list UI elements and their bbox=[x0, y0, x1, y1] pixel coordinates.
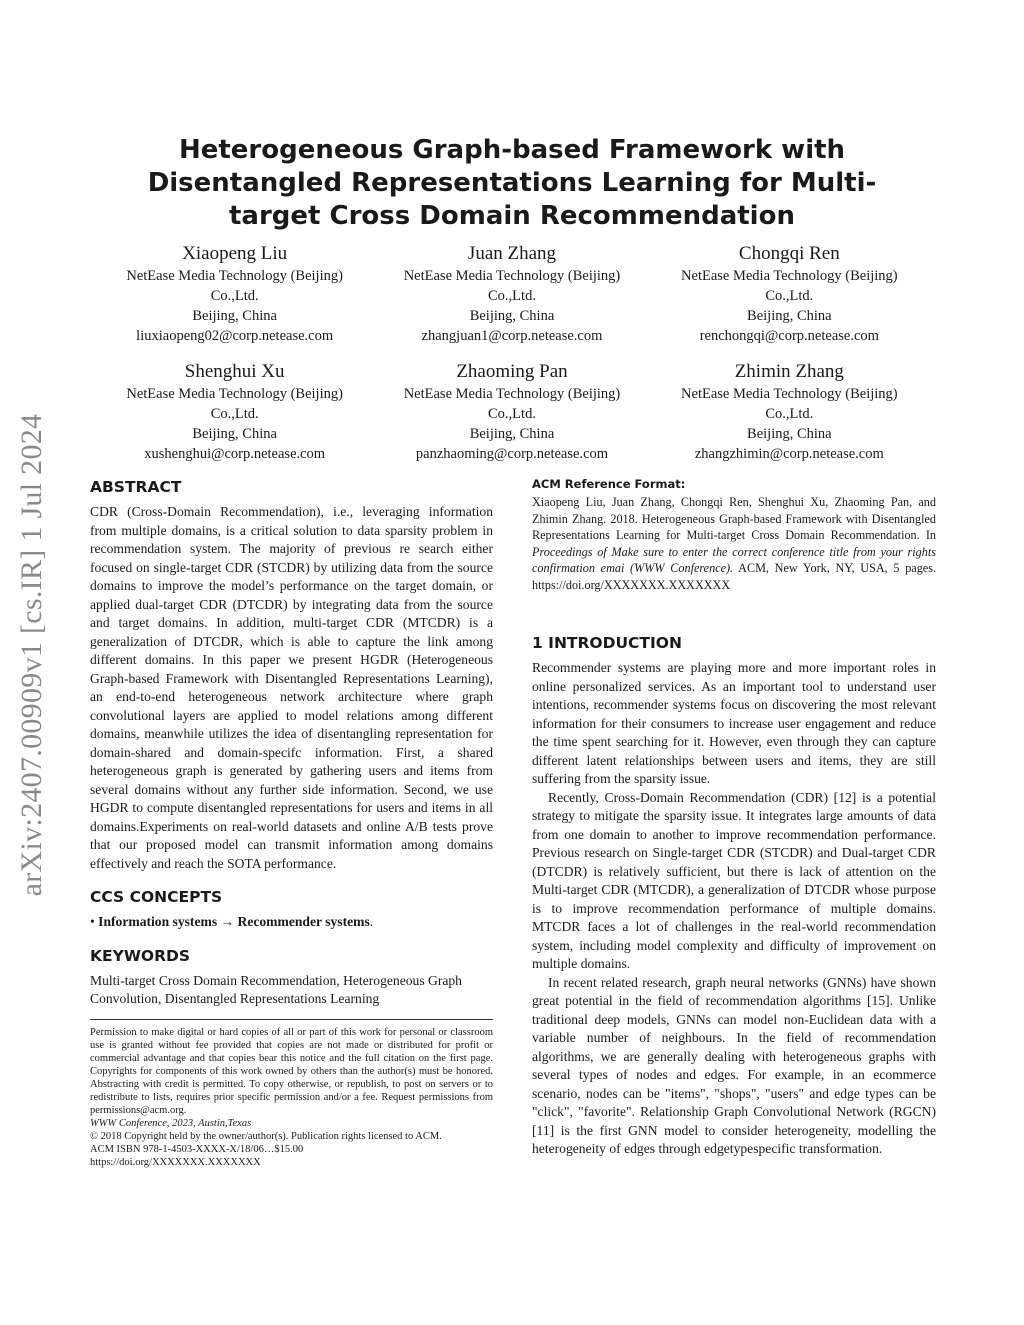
author-affiliation-suffix: Co.,Ltd. bbox=[488, 406, 536, 422]
author-name: Zhaoming Pan bbox=[456, 361, 568, 382]
author-card bbox=[651, 242, 928, 346]
author-location: Beijing, China bbox=[747, 426, 832, 442]
author-block bbox=[96, 242, 928, 464]
abstract-heading: ABSTRACT bbox=[90, 478, 182, 496]
author-affiliation: NetEase Media Technology (Beijing) bbox=[681, 268, 898, 284]
author-name: Xiaopeng Liu bbox=[182, 243, 288, 264]
copyright: © 2018 Copyright held by the owner/author(s). Publication rights licensed to ACM. bbox=[90, 1130, 442, 1142]
right-column bbox=[532, 477, 936, 1159]
author-affiliation-suffix: Co.,Ltd. bbox=[765, 406, 814, 422]
author-location: Beijing, China bbox=[469, 308, 555, 324]
abstract-text: CDR (Cross-Domain Recommendation), i.e., leveraging information from multiple domains, is a critical solution to data sparsity problem in recommendation system. The majority of previous re search either focused on single-target CDR (STCDR) by utilizing data from the source domains to improve the model’s performance on the target domain, or applied dual-target CDR (DTCDR) by integrating data from the source and target domains. In addition, multi-target CDR (MTCDR) is a generalization of DTCDR, which is able to capture the link among different domains. In this paper we present HGDR (Heterogeneous Graph-based Framework with Disentangled Representations Learning), an end-to-end heterogeneous network architecture where graph convolutional layers are applied to model relations among different domains, meanwhile utilizes the idea of disentangling representation for domain-shared and domain-specifc information. First, a shared heterogeneous graph is generated by gathering users and items from several domains without any further side information. Second, we use HGDR to compute disentangled representations for users and items in all domains.Experiments on real-world datasets and online A/B tests prove that our proposed model can transmit information among domains effectively and reach the SOTA performance. bbox=[90, 504, 493, 871]
keywords-heading: KEYWORDS bbox=[90, 946, 191, 965]
acm-reference-text: Xiaopeng Liu, Juan Zhang, Chongqi Ren, Shenghui Xu, Zhaoming Pan, and Zhimin Zhang. 2018. Heterogeneous Graph-based Framework with Disentangled Representations Learning for Multi-target Cross Domain Recommendation. In Proceedings of Make sure to enter the correct conference title from your rights confirmation emai (WWW Conference). ACM, New York, NY, USA, 5 pages. https://doi.org/XXXXXXX.XXXXXXX bbox=[532, 495, 936, 592]
author-name: Zhimin Zhang bbox=[734, 361, 844, 382]
ccs-period: . bbox=[369, 914, 374, 929]
author-location: Beijing, China bbox=[192, 426, 277, 442]
author-affiliation-suffix: Co.,Ltd. bbox=[488, 288, 536, 304]
author-email: renchongqi@corp.netease.com bbox=[699, 328, 879, 344]
permission-notice: Permission to make digital or hard copies of all or part of this work for personal or classroom use is granted without fee provided that copies are not made or distributed for profit or commercial advantage and that copies bear this notice and the full citation on the first page. Copyrights for components of this work owned by others than the author(s) must be honored. Abstracting with credit is permitted. To copy otherwise, or republish, to post on servers or to redistribute to lists, requires prior specific permission and/or a fee. Request permissions from permissions@acm.org. bbox=[90, 1026, 493, 1116]
author-affiliation: NetEase Media Technology (Beijing) bbox=[681, 386, 898, 402]
footnote-divider bbox=[90, 1019, 493, 1020]
intro-paragraph: In recent related research, graph neural networks (GNNs) have shown great potential in the field of recommendation algorithms [15]. Unlike traditional deep models, GNNs can model non-Euclidean data with a variable number of neighbours. In the field of recommendation algorithms, we are generally dealing with heterogeneous graphs with several types of nodes and edges. For example, in an ecommerce scenario, nodes can be "items", "shops", "users" and edge types can be "click", "favorite". Relationship Graph Convolutional Network (RGCN) [11] is the first GNN model to consider heterogeneity, modelling the heterogeneity of edges through edgetypespecific transformation. bbox=[532, 974, 936, 1156]
ccs-concepts bbox=[90, 913, 493, 932]
intro-paragraph: Recommender systems are playing more and more important roles in online personalized services. As an important tool to understand user intentions, recommender systems focus on discovering the most relevant information for their consumers to increase user engagement and reduce the time spent searching for it. However, even through they can capture different latent relationships between users and items, they are still suffering from the sparsity issue. bbox=[532, 660, 936, 786]
ccs-bullet: • bbox=[90, 914, 95, 929]
author-name: Shenghui Xu bbox=[184, 361, 285, 382]
author-card bbox=[96, 242, 373, 346]
isbn: ACM ISBN 978-1-4503-XXXX-X/18/06…$15.00 bbox=[90, 1143, 304, 1155]
author-card bbox=[373, 242, 650, 346]
author-affiliation: NetEase Media Technology (Beijing) bbox=[126, 268, 343, 284]
proceedings-title: Proceedings of Make sure to enter the correct conference title from your rights confirmation emai (WWW Conference). bbox=[532, 544, 936, 575]
author-affiliation-suffix: Co.,Ltd. bbox=[210, 288, 259, 304]
author-location: Beijing, China bbox=[192, 308, 277, 324]
author-email: xushenghui@corp.netease.com bbox=[144, 446, 326, 462]
author-location: Beijing, China bbox=[469, 426, 555, 442]
author-name: Chongqi Ren bbox=[738, 243, 840, 264]
author-email: zhangzhimin@corp.netease.com bbox=[694, 446, 884, 462]
left-column bbox=[90, 477, 493, 1169]
author-card bbox=[373, 360, 650, 464]
author-email: liuxiaopeng02@corp.netease.com bbox=[136, 328, 334, 344]
paper-title: Heterogeneous Graph-based Framework with Disentangled Representations Learning for Multi-target Cross Domain Recommendation bbox=[147, 135, 877, 231]
author-email: zhangjuan1@corp.netease.com bbox=[421, 328, 603, 344]
author-affiliation: NetEase Media Technology (Beijing) bbox=[126, 386, 343, 402]
acm-reference-heading: ACM Reference Format: bbox=[532, 477, 686, 491]
ccs-concept: Information systems → Recommender systems bbox=[98, 914, 370, 929]
author-affiliation: NetEase Media Technology (Beijing) bbox=[403, 268, 621, 284]
arxiv-stamp: arXiv:2407.00909v1 [cs.IR] 1 Jul 2024 bbox=[15, 413, 48, 897]
author-location: Beijing, China bbox=[747, 308, 832, 324]
author-affiliation: NetEase Media Technology (Beijing) bbox=[403, 386, 621, 402]
doi: https://doi.org/XXXXXXX.XXXXXXX bbox=[90, 1156, 261, 1168]
introduction-heading: 1 INTRODUCTION bbox=[532, 634, 682, 652]
ccs-heading: CCS CONCEPTS bbox=[90, 888, 223, 906]
author-email: panzhaoming@corp.netease.com bbox=[415, 446, 609, 462]
venue: WWW Conference, 2023, Austin,Texas bbox=[90, 1117, 252, 1129]
author-card bbox=[651, 360, 928, 464]
author-card bbox=[96, 360, 373, 464]
keywords-text: Multi-target Cross Domain Recommendation, Heterogeneous Graph Convolution, Disentangled Representations Learning bbox=[90, 972, 462, 1006]
author-affiliation-suffix: Co.,Ltd. bbox=[765, 288, 814, 304]
author-affiliation-suffix: Co.,Ltd. bbox=[210, 406, 259, 422]
author-name: Juan Zhang bbox=[467, 243, 557, 264]
intro-paragraph: Recently, Cross-Domain Recommendation (CDR) [12] is a potential strategy to mitigate the sparsity issue. It integrates large amounts of data from one domain to another to improve recommendation performance. Previous research on Single-target CDR (STCDR) and Dual-target CDR (DTCDR) is relatively sufficient, but there is lack of attention on the Multi-target CDR (MTCDR), a generalization of DTCDR whose purpose is to improve recommendation performance of multiple domains. MTCDR faces a lot of challenges in the real-world recommendation system, including model complexity and difficulty of improvement on multiple domains. bbox=[532, 789, 936, 971]
